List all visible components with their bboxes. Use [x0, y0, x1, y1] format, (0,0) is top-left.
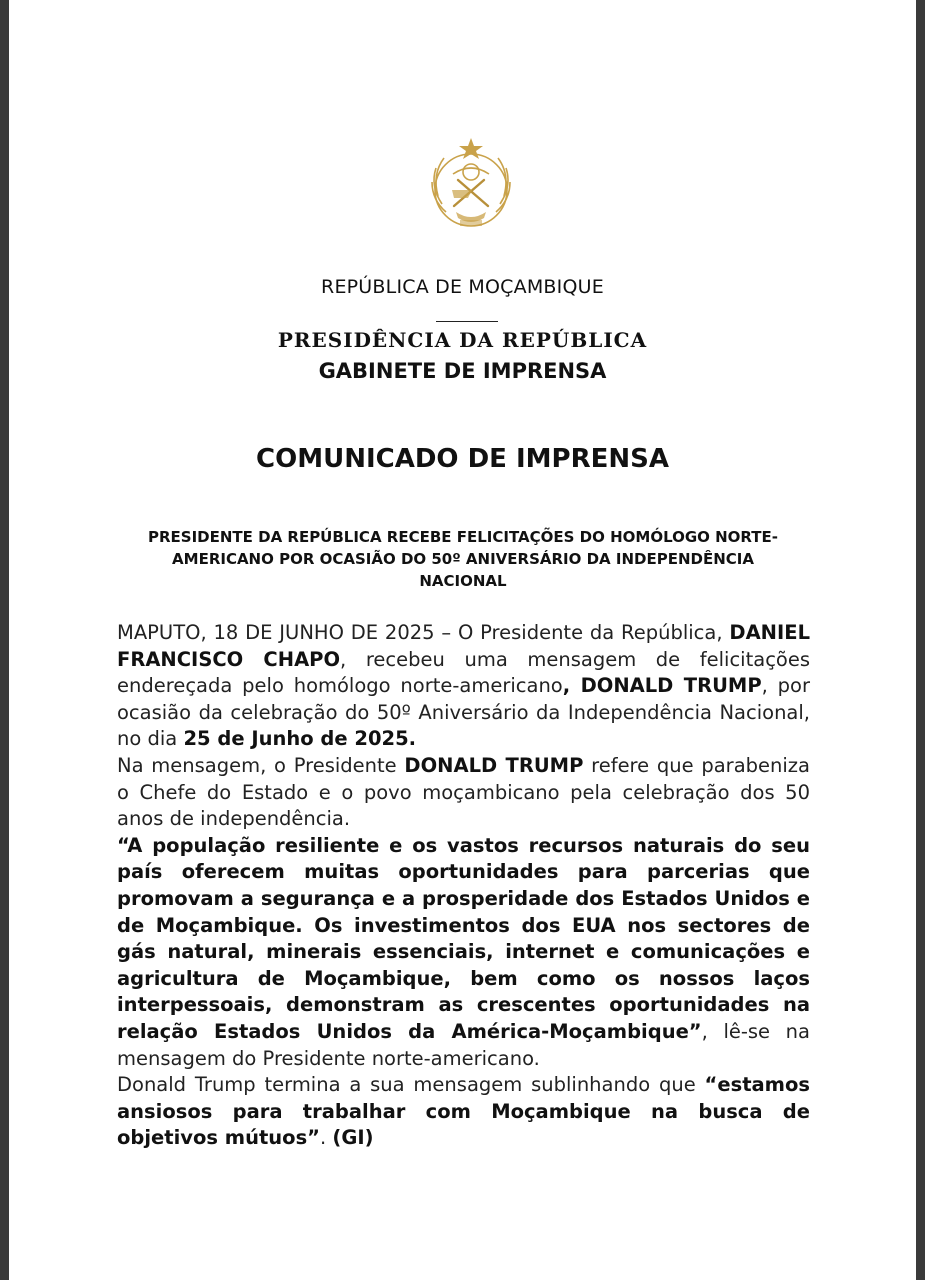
republic-name: REPÚBLICA DE MOÇAMBIQUE [321, 276, 604, 298]
quoted-message: “A população resiliente e os vastos recursos naturais do seu país oferecem muitas oportunidades para parcerias que promovam a segurança e a prosperidade dos Estados Unidos e de Moçambique. Os investimentos dos EUA nos sectores de gás natural, minerais essenciais, internet e comunicações e agricultura de Moçambique, bem como os nossos laços interpessoais, demonstram as crescentes oportunidades na relação Estados Unidos da América-Moçambique” [117, 833, 810, 1043]
author-initials: (GI) [332, 1126, 374, 1150]
paragraph-3-quote [117, 833, 810, 1072]
paragraph-1 [117, 620, 810, 753]
paragraph-text: , recebeu uma mensagem de felicitações endereçada pelo homólogo norte-americano [117, 647, 811, 698]
paragraph-text: , lê-se na mensagem do Presidente norte-americano. [117, 1019, 810, 1070]
closing-quote: “estamos ansiosos para trabalhar com Moçambique na busca de objetivos mútuos” [117, 1073, 810, 1150]
presidency-title: PRESIDÊNCIA DA REPÚBLICA [277, 328, 648, 352]
paragraph-text: , por ocasião da celebração do 50º Aniversário da Independência Nacional, no dia [117, 674, 810, 751]
press-release-body [117, 620, 810, 1152]
paragraph-text: MAPUTO, 18 DE JUNHO DE 2025 – O Presidente da República, [117, 621, 730, 644]
paragraph-text: . [320, 1126, 333, 1150]
paragraph-text: Na mensagem, o Presidente [117, 753, 405, 777]
independence-date: 25 de Junho de 2025. [183, 727, 417, 751]
president-name: DANIEL FRANCISCO CHAPO [117, 621, 810, 671]
header-divider [436, 321, 498, 322]
press-office-title: GABINETE DE IMPRENSA [318, 359, 607, 383]
us-president-name: , DONALD TRUMP [562, 674, 762, 698]
paragraph-text: Donald Trump termina a sua mensagem sublinhando que [117, 1073, 705, 1097]
paragraph-2 [117, 753, 810, 833]
document-type-title: COMUNICADO DE IMPRENSA [256, 444, 669, 474]
us-president-name: DONALD TRUMP [404, 753, 584, 777]
mozambique-coat-of-arms-emblem-icon [418, 134, 524, 240]
paragraph-text: refere que parabeniza o Chefe do Estado e o povo moçambicano pela celebração dos 50 anos de independência. [117, 753, 810, 831]
document-page [9, 0, 916, 1280]
press-release-headline: PRESIDENTE DA REPÚBLICA RECEBE FELICITAÇÕES DO HOMÓLOGO NORTE-AMERICANO POR OCASIÃO DO 50º ANIVERSÁRIO DA INDEPENDÊNCIA NACIONAL [147, 528, 779, 590]
paragraph-4 [117, 1072, 810, 1152]
